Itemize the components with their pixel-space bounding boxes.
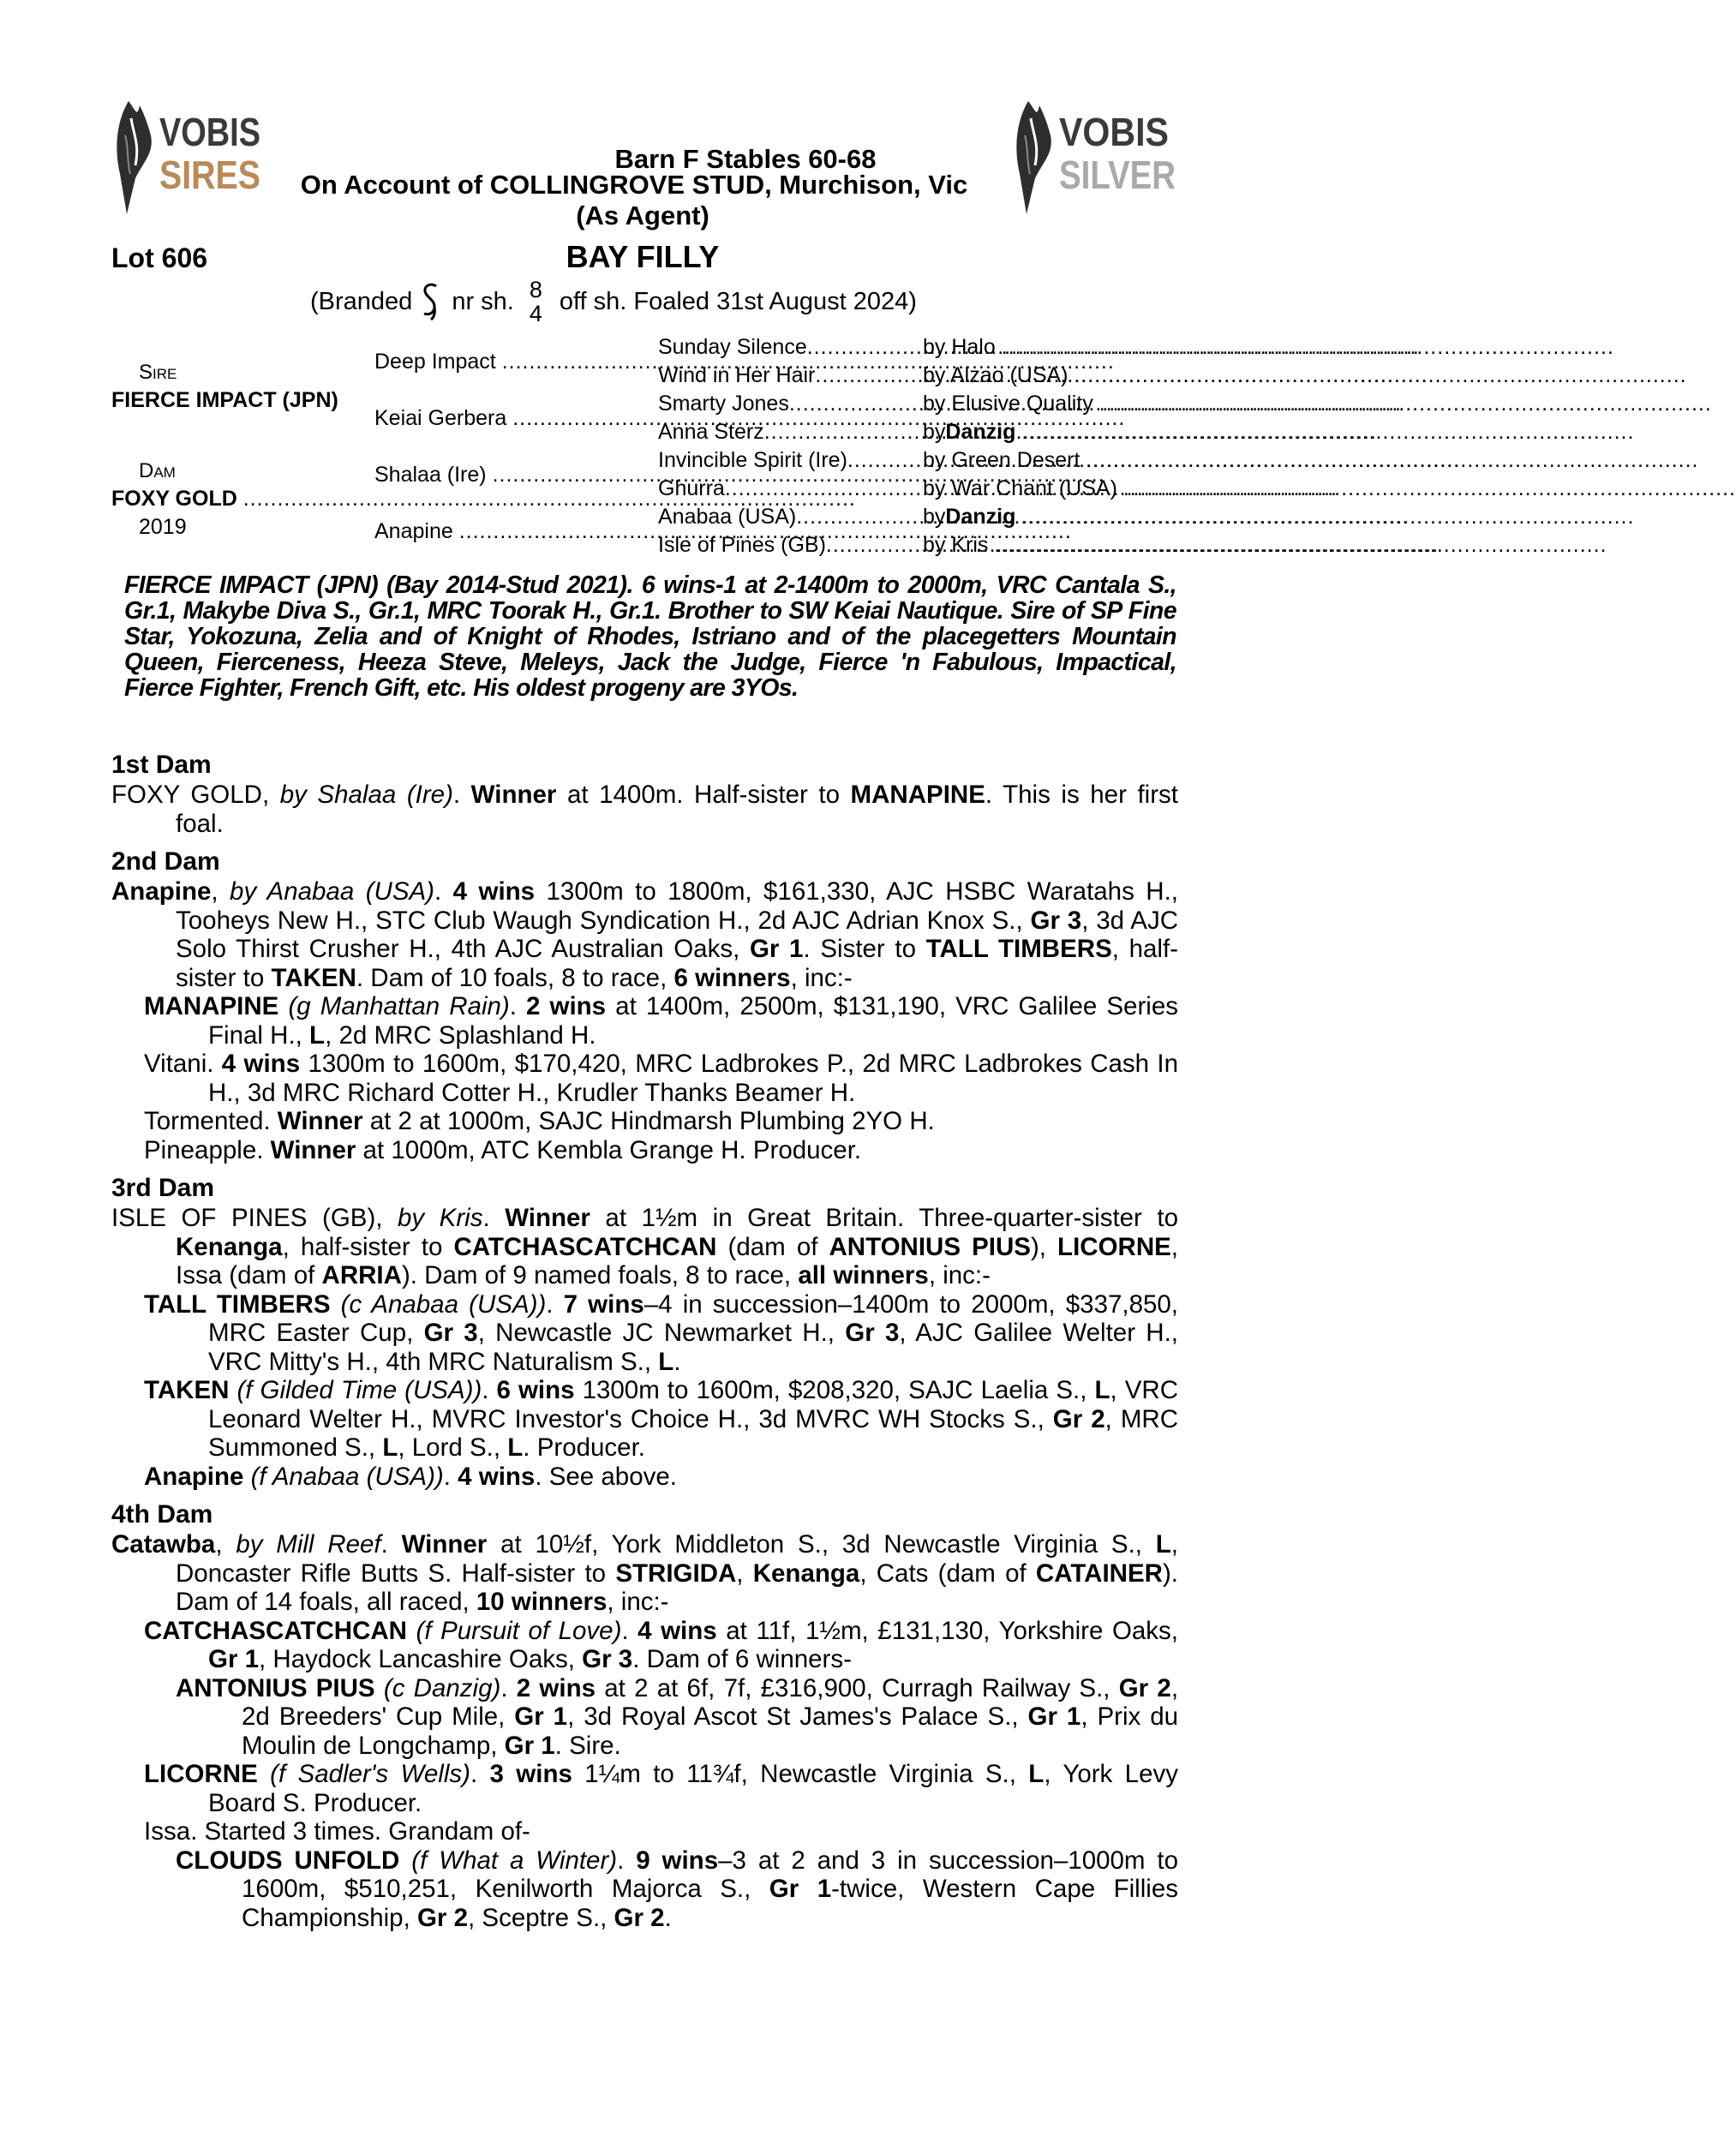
great-grandparent-name: Wind in Her Hair bbox=[658, 363, 816, 387]
brand-fraction bbox=[530, 278, 542, 326]
text-run: . bbox=[546, 1289, 564, 1319]
text-run: Tormented. bbox=[144, 1107, 278, 1135]
text-run: by Kris bbox=[397, 1204, 483, 1232]
section-heading: 1st Dam bbox=[111, 751, 212, 779]
text-run: 1300m to 1800m, $161,330, AJC HSBC Waratahs H., Tooheys New H., STC Club Waugh Syndication H., 2d AJC Adrian Knox S., bbox=[176, 877, 1178, 935]
text-run: 2 wins bbox=[526, 992, 607, 1020]
text-run: . bbox=[500, 1673, 517, 1702]
text-run: Winner bbox=[401, 1530, 488, 1559]
vendor-line: On Account of COLLINGROVE STUD, Murchison, Vic bbox=[300, 170, 968, 200]
text-run: –3 at 2 and 3 in succession–1000m to 1600m, $510,251, Kenilworth Majorca S., bbox=[242, 1846, 1179, 1903]
text-run: ). Dam of 14 foals, all raced, bbox=[176, 1559, 1178, 1616]
text-run: . bbox=[621, 1616, 638, 1645]
text-run: Winner bbox=[470, 781, 557, 809]
great-grandparent-name: Isle of Pines (GB) bbox=[658, 533, 826, 557]
text-run: MANAPINE bbox=[850, 781, 985, 809]
fraction-top: 8 bbox=[529, 277, 542, 302]
text-run: , 2d Breeders' Cup Mile, bbox=[242, 1673, 1179, 1731]
pedigree-entry bbox=[144, 992, 1178, 1050]
text-run: . bbox=[482, 1376, 497, 1404]
text-run: L bbox=[1094, 1376, 1110, 1404]
text-run: , inc:- bbox=[607, 1588, 669, 1616]
pedigree-entry bbox=[111, 1530, 1178, 1617]
text-run: at 11f, 1½m, £131,130, Yorkshire Oaks, bbox=[716, 1616, 1178, 1645]
text-run: , bbox=[211, 877, 230, 906]
text-run: . bbox=[380, 1530, 402, 1559]
text-run: CLOUDS UNFOLD bbox=[176, 1846, 400, 1875]
text-run: , Prix du Moulin de Longchamp, bbox=[242, 1702, 1179, 1760]
text-run: Winner bbox=[505, 1204, 590, 1232]
text-run: LICORNE bbox=[1057, 1232, 1171, 1261]
text-run: 10 winners bbox=[476, 1588, 608, 1616]
text-run: . bbox=[673, 1347, 681, 1376]
text-run: Gr 2 bbox=[1118, 1673, 1171, 1702]
text-run: all winners bbox=[798, 1261, 929, 1289]
dot-leader bbox=[994, 533, 1607, 558]
text-run: ARRIA bbox=[321, 1261, 402, 1289]
text-run: , York Levy Board S. Producer. bbox=[208, 1760, 1178, 1817]
dot-leader bbox=[1002, 335, 1614, 360]
great-grandparent-name: Smarty Jones bbox=[658, 392, 789, 416]
text-run: at 1½m in Great Britain. Three-quarter-sister to bbox=[590, 1204, 1178, 1232]
sire-name: FIERCE IMPACT (JPN) bbox=[111, 388, 338, 412]
text-run: MANAPINE bbox=[144, 992, 279, 1020]
text-run: Gr 2 bbox=[416, 1903, 469, 1932]
spacer bbox=[506, 406, 512, 431]
great-grandparent-sire bbox=[923, 335, 1178, 360]
text-run: Pineapple. bbox=[144, 1135, 271, 1164]
pedigree-entry bbox=[176, 1674, 1178, 1761]
text-run: by Mill Reef bbox=[236, 1530, 381, 1559]
great-grandparent-sire bbox=[923, 420, 1178, 445]
svg-text:SIRES: SIRES bbox=[159, 153, 260, 197]
text-run: TAKEN bbox=[144, 1376, 230, 1404]
text-run: 1300m to 1600m, $170,420, MRC Ladbrokes P., 2d MRC Ladbrokes Cash In H., 3d MRC Richard Cotter H., Krudler Thanks Beamer H. bbox=[208, 1050, 1178, 1107]
text-run: Gr 3 bbox=[845, 1319, 900, 1347]
text-run: , inc:- bbox=[790, 963, 853, 992]
text-run bbox=[331, 1290, 341, 1319]
text-run: by Shalaa (Ire) bbox=[279, 781, 453, 809]
text-run: ). Dam of 9 named foals, 8 to race, bbox=[401, 1261, 799, 1289]
svg-text:SILVER: SILVER bbox=[1059, 153, 1176, 197]
text-run: , Doncaster Rifle Butts S. Half-sister to bbox=[176, 1530, 1178, 1588]
text-run bbox=[407, 1617, 416, 1645]
text-run: , half-sister to bbox=[176, 935, 1179, 992]
text-run: (c Danzig) bbox=[383, 1673, 501, 1702]
text-run: Gr 1 bbox=[749, 935, 804, 963]
text-run: Gr 1 bbox=[504, 1731, 555, 1760]
text-run: by Anabaa (USA) bbox=[230, 877, 434, 906]
text-run: 4 wins bbox=[458, 1462, 536, 1491]
great-grandparent-sire bbox=[923, 392, 1178, 416]
lot-number: Lot 606 bbox=[111, 242, 208, 273]
great-grandparent-sire bbox=[923, 476, 1178, 501]
text-run: , Newcastle JC Newmarket H., bbox=[477, 1319, 846, 1347]
text-run: L bbox=[1028, 1760, 1045, 1788]
text-run: . bbox=[509, 992, 527, 1020]
grandparent-entry bbox=[374, 350, 657, 374]
text-run bbox=[278, 992, 288, 1020]
dam-entry bbox=[111, 487, 308, 512]
text-run bbox=[258, 1760, 270, 1788]
text-run: Gr 2 bbox=[1052, 1404, 1105, 1433]
great-grandparent-sire bbox=[923, 363, 1178, 388]
spacer bbox=[453, 519, 459, 544]
text-run: 6 winners bbox=[673, 963, 791, 992]
text-run: L bbox=[1155, 1530, 1171, 1559]
text-run: Gr 1 bbox=[1027, 1702, 1081, 1731]
sire-text: by War Chant (USA) bbox=[923, 476, 1117, 500]
section-heading: 2nd Dam bbox=[111, 847, 220, 876]
pedigree-entry bbox=[144, 1463, 1178, 1492]
great-grandparent-name: Ghurra bbox=[658, 476, 725, 500]
pedigree-entry bbox=[176, 1846, 1178, 1933]
text-run: 9 wins bbox=[636, 1846, 719, 1875]
text-run: Gr 2 bbox=[614, 1903, 665, 1932]
text-run: , AJC Galilee Welter H., VRC Mitty's H., 4th MRC Naturalism S., bbox=[208, 1319, 1178, 1376]
text-run: 4 wins bbox=[452, 877, 536, 906]
great-grandparent-name: Anabaa (USA) bbox=[658, 505, 797, 529]
text-run bbox=[399, 1846, 411, 1875]
dot-leader bbox=[1021, 505, 1634, 530]
sire-text: by Alzao (USA) bbox=[923, 363, 1069, 387]
text-run bbox=[375, 1674, 384, 1702]
sire-text: by Elusive Quality bbox=[923, 392, 1093, 416]
great-grandparent-entry bbox=[658, 392, 915, 416]
spacer bbox=[487, 463, 493, 488]
dam-year: 2019 bbox=[139, 515, 187, 539]
text-run: , Issa (dam of bbox=[176, 1232, 1178, 1289]
great-grandparent-sire bbox=[923, 505, 1178, 530]
section-heading: 3rd Dam bbox=[111, 1174, 215, 1202]
sire-text: Danzig bbox=[945, 420, 1016, 444]
text-run: , Lord S., bbox=[398, 1433, 508, 1462]
text-run: 6 wins bbox=[496, 1376, 575, 1404]
text-run: . This is her first foal. bbox=[176, 781, 1178, 838]
text-run: TALL TIMBERS bbox=[925, 935, 1112, 963]
text-run: , Sceptre S., bbox=[468, 1903, 614, 1932]
fraction-bottom: 4 bbox=[529, 301, 542, 326]
text-run: , bbox=[736, 1559, 753, 1588]
spacer bbox=[996, 335, 1002, 360]
text-run: (dam of bbox=[716, 1232, 829, 1261]
pedigree-entry bbox=[144, 1760, 1178, 1817]
dam-label: Dam bbox=[139, 459, 176, 482]
text-run: at 10½f, York Middleton S., 3d Newcastle Virginia S., bbox=[487, 1530, 1156, 1559]
brand-suffix: off sh. Foaled 31st August 2024) bbox=[559, 287, 917, 315]
dam-name: FOXY GOLD bbox=[111, 487, 237, 511]
text-run: L bbox=[309, 1020, 326, 1050]
great-grandparent-name: Anna Sterz bbox=[658, 420, 764, 444]
text-run: Kenanga bbox=[176, 1232, 283, 1261]
text-run: (f Sadler's Wells) bbox=[270, 1760, 470, 1788]
text-run: Winner bbox=[277, 1107, 363, 1135]
sire-text: by bbox=[923, 420, 946, 444]
text-run: Gr 1 bbox=[769, 1875, 832, 1903]
brand-near-side: nr sh. bbox=[452, 287, 514, 315]
text-run: . Sister to bbox=[803, 935, 926, 963]
text-run: , bbox=[215, 1530, 236, 1559]
text-run: , Cats (dam of bbox=[859, 1559, 1036, 1588]
text-run: STRIGIDA bbox=[615, 1559, 737, 1588]
pedigree-entry bbox=[111, 781, 1178, 838]
text-run: ), bbox=[1030, 1232, 1058, 1261]
lot-title: BAY FILLY bbox=[566, 239, 720, 274]
text-run: Winner bbox=[270, 1135, 356, 1164]
text-run: Issa. Started 3 times. Grandam of- bbox=[144, 1817, 530, 1846]
sire-text: Danzig bbox=[945, 505, 1016, 529]
spacer bbox=[1080, 448, 1086, 473]
text-run: Gr 3 bbox=[423, 1319, 478, 1347]
text-run: ANTONIUS PIUS bbox=[176, 1673, 375, 1702]
dot-leader bbox=[1099, 392, 1712, 416]
text-run: Gr 1 bbox=[208, 1645, 260, 1673]
text-run: . Producer. bbox=[523, 1433, 645, 1462]
pedigree-entry bbox=[111, 877, 1178, 992]
text-run: (g Manhattan Rain) bbox=[288, 992, 510, 1020]
great-grandparent-entry bbox=[658, 420, 915, 445]
text-run: Vitani. bbox=[144, 1050, 222, 1078]
pedigree-table bbox=[111, 336, 1178, 562]
svg-text:VOBIS: VOBIS bbox=[159, 110, 260, 154]
text-run: CATAINER bbox=[1035, 1559, 1163, 1588]
text-run: FOXY GOLD, bbox=[111, 781, 280, 809]
svg-text:VOBIS: VOBIS bbox=[1059, 110, 1169, 154]
text-run: LICORNE bbox=[144, 1760, 258, 1788]
text-run: , Haydock Lancashire Oaks, bbox=[259, 1645, 583, 1673]
text-run: Gr 3 bbox=[1030, 906, 1082, 935]
pedigree-entry bbox=[144, 1290, 1178, 1377]
dot-leader bbox=[1021, 420, 1634, 445]
text-run: , 2d MRC Splashland H. bbox=[325, 1020, 596, 1050]
text-run: (f Pursuit of Love) bbox=[416, 1616, 622, 1645]
great-grandparent-entry bbox=[658, 505, 915, 530]
text-run: . Sire. bbox=[554, 1731, 621, 1760]
sire-text: by Green Desert bbox=[923, 448, 1081, 472]
text-run: L bbox=[658, 1347, 674, 1376]
text-run: Gr 1 bbox=[514, 1702, 568, 1731]
text-run: -twice, Western Cape Fillies Championship, bbox=[242, 1875, 1179, 1932]
great-grandparent-entry bbox=[658, 476, 915, 501]
text-run: TAKEN bbox=[271, 963, 356, 992]
dot-leader bbox=[1074, 363, 1686, 388]
text-run: 4 wins bbox=[638, 1616, 717, 1645]
agent-line: (As Agent) bbox=[576, 200, 709, 230]
spacer bbox=[496, 350, 502, 374]
text-run: Kenanga bbox=[752, 1559, 860, 1588]
text-run: 1300m to 1600m, $208,320, SAJC Laelia S., bbox=[574, 1376, 1095, 1404]
text-run: 2 wins bbox=[516, 1673, 596, 1702]
grandparent-entry bbox=[374, 463, 657, 488]
text-run: , 3d AJC Solo Thirst Crusher H., 4th AJC Australian Oaks, bbox=[176, 906, 1178, 963]
grandparent-entry bbox=[374, 406, 657, 431]
text-run: Anapine bbox=[111, 877, 212, 906]
dot-leader bbox=[1086, 448, 1698, 473]
text-run: 1¼m to 11¾f, Newcastle Virginia S., bbox=[572, 1760, 1029, 1788]
sire-text: by Halo bbox=[923, 335, 996, 359]
text-run: , inc:- bbox=[928, 1261, 991, 1289]
text-run: TALL TIMBERS bbox=[144, 1289, 331, 1319]
great-grandparent-entry bbox=[658, 448, 915, 473]
section-heading: 4th Dam bbox=[111, 1500, 213, 1529]
brand-mark-icon bbox=[421, 283, 440, 320]
text-run: CATCHASCATCHCAN bbox=[144, 1616, 407, 1645]
text-run: . Dam of 6 winners- bbox=[632, 1645, 852, 1673]
text-run: . bbox=[470, 1760, 490, 1788]
text-run: at 2 at 1000m, SAJC Hindmarsh Plumbing 2YO H. bbox=[362, 1107, 935, 1135]
text-run: , VRC Leonard Welter H., MVRC Investor's Choice H., 3d MVRC WH Stocks S., bbox=[208, 1376, 1178, 1433]
grandparent-entry bbox=[374, 519, 657, 544]
text-run: Anapine bbox=[144, 1462, 244, 1491]
text-run: , MRC Summoned S., bbox=[208, 1404, 1179, 1462]
text-run: at 1400m. Half-sister to bbox=[556, 781, 851, 809]
dot-leader bbox=[1123, 476, 1736, 501]
spacer bbox=[988, 533, 994, 558]
text-run: (f What a Winter) bbox=[411, 1846, 618, 1875]
grandparent-name: Keiai Gerbera bbox=[374, 406, 507, 430]
pedigree-entry bbox=[111, 1204, 1178, 1290]
sire-text: by bbox=[923, 505, 946, 529]
text-run: , 3d Royal Ascot St James's Palace S., bbox=[567, 1702, 1028, 1731]
spacer bbox=[1015, 505, 1021, 530]
text-run: at 2 at 6f, 7f, £316,900, Curragh Railway S., bbox=[596, 1673, 1119, 1702]
text-run: . bbox=[452, 781, 471, 809]
text-run: Gr 3 bbox=[582, 1645, 633, 1673]
brand-description bbox=[310, 276, 917, 327]
great-grandparent-entry bbox=[658, 363, 915, 388]
text-run: CATCHASCATCHCAN bbox=[453, 1232, 717, 1261]
great-grandparent-name: Invincible Spirit (Ire) bbox=[658, 448, 847, 472]
text-run: . bbox=[482, 1204, 506, 1232]
text-run: at 1000m, ATC Kembla Grange H. Producer. bbox=[356, 1135, 862, 1164]
text-run: 7 wins bbox=[563, 1289, 644, 1319]
spacer bbox=[1093, 392, 1099, 416]
text-run: . Dam of 10 foals, 8 to race, bbox=[356, 963, 674, 992]
pedigree-entry bbox=[144, 1817, 1178, 1846]
grandparent-name: Deep Impact bbox=[374, 350, 496, 374]
great-grandparent-sire bbox=[923, 448, 1178, 473]
pedigree-entry bbox=[144, 1376, 1178, 1463]
sire-label: Sire bbox=[139, 361, 177, 384]
text-run: . bbox=[617, 1846, 637, 1875]
text-run: 4 wins bbox=[221, 1050, 301, 1078]
text-run: ANTONIUS PIUS bbox=[829, 1232, 1031, 1261]
text-run: 3 wins bbox=[489, 1760, 572, 1788]
great-grandparent-entry bbox=[658, 533, 915, 558]
pedigree-entry bbox=[144, 1050, 1178, 1107]
sire-summary: FIERCE IMPACT (JPN) (Bay 2014-Stud 2021). 6 wins-1 at 2-1400m to 2000m, VRC Cantala S., Gr.1, Makybe Diva S., Gr.1, MRC Toorak H., Gr.1. Brother to SW Keiai Nautique. Sire of SP Fine Star, Yokozuna, Zelia and of Knight of Rhodes, Istriano and of the placegetters Mountain Queen, Fierceness, Heeza Steve, Meleys, Jack the Judge, Fierce 'n Fabulous, Impactical, Fierce Fighter, French Gift, etc. His oldest progeny are 3YOs. bbox=[124, 571, 1176, 702]
text-run: . bbox=[664, 1903, 672, 1932]
text-run: , half-sister to bbox=[282, 1232, 454, 1261]
great-grandparent-entry bbox=[658, 335, 915, 360]
text-run bbox=[243, 1463, 250, 1491]
grandparent-name: Anapine bbox=[374, 519, 453, 543]
pedigree-entry bbox=[144, 1107, 1178, 1136]
brand-prefix: (Branded bbox=[310, 287, 413, 315]
spacer bbox=[1069, 363, 1075, 388]
text-run: . bbox=[443, 1462, 458, 1491]
text-run: (c Anabaa (USA)) bbox=[340, 1289, 547, 1319]
grandparent-name: Shalaa (Ire) bbox=[374, 463, 487, 487]
great-grandparent-name: Sunday Silence bbox=[658, 335, 807, 359]
pedigree-entry bbox=[144, 1617, 1178, 1674]
stable-location: Barn F Stables 60-68 bbox=[614, 144, 877, 174]
text-run: Catawba bbox=[111, 1530, 216, 1559]
text-run: at 1400m, 2500m, $131,190, VRC Galilee Series Final H., bbox=[208, 992, 1178, 1050]
text-run: (f Gilded Time (USA)) bbox=[236, 1376, 482, 1404]
text-run: L bbox=[507, 1433, 524, 1462]
text-run: ISLE OF PINES (GB), bbox=[111, 1204, 398, 1232]
spacer bbox=[1117, 476, 1123, 501]
text-run: . See above. bbox=[535, 1462, 677, 1491]
pedigree-entry bbox=[144, 1136, 1178, 1165]
text-run: –4 in succession–1400m to 2000m, $337,850, MRC Easter Cup, bbox=[208, 1289, 1178, 1347]
sire-text: by Kris bbox=[923, 533, 989, 557]
female-line bbox=[111, 741, 1178, 1932]
text-run: L bbox=[382, 1433, 398, 1462]
text-run: . bbox=[434, 877, 453, 906]
text-run: (f Anabaa (USA)) bbox=[250, 1462, 444, 1491]
great-grandparent-sire bbox=[923, 533, 1178, 558]
spacer bbox=[1015, 420, 1021, 445]
